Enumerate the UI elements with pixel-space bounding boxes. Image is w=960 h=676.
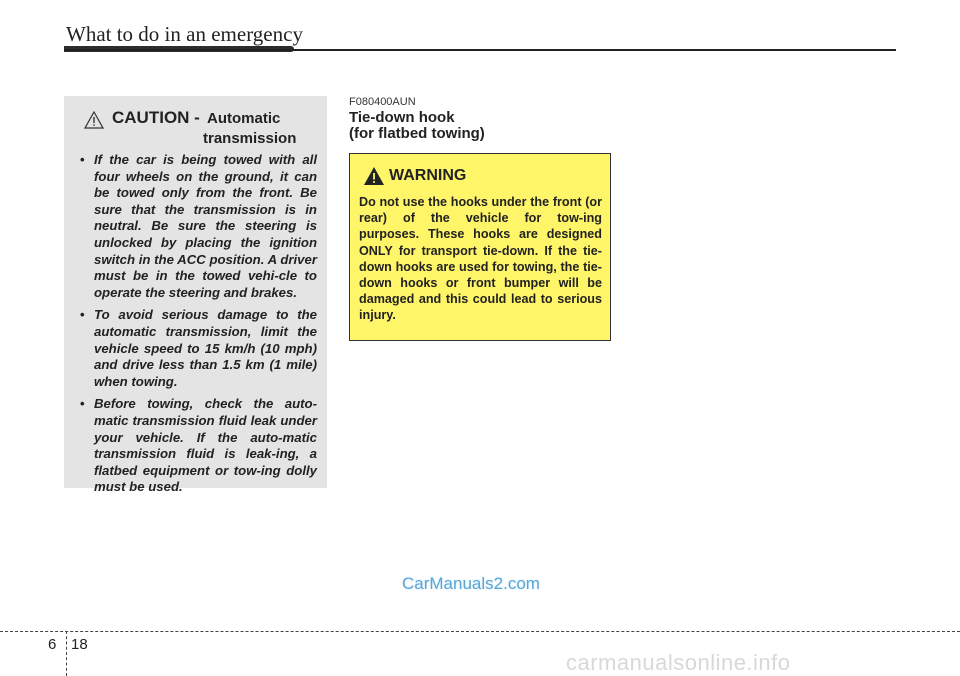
section-code: F080400AUN — [349, 96, 416, 108]
footer-divider — [66, 631, 67, 676]
footer-dashed-rule — [0, 631, 960, 632]
caution-list — [74, 152, 317, 496]
section-title — [349, 110, 609, 142]
caution-item: • If the car is being towed with all four wheels on the ground, it can be towed only from the front. Be sure that the transmission is in neutral. Be sure the steering is unlocked by placing the ignition switch in the ACC position. A driver must be in the towed vehi-cle to operate the steering and brakes. — [74, 152, 317, 301]
caution-box — [64, 96, 327, 495]
caution-label: CAUTION - — [112, 108, 200, 127]
warning-box — [349, 153, 611, 341]
section-title-line1: Tie-down hook — [349, 109, 455, 126]
caution-triangle-icon — [84, 111, 104, 129]
warning-header — [359, 164, 602, 190]
caution-subject-line2: transmission — [203, 130, 297, 147]
caution-item: • Before towing, check the auto-matic transmission fluid leak under your vehicle. If the auto-matic transmission fluid is leak-ing, a flatbed equipment or tow-ing dolly must be used. — [74, 396, 317, 496]
watermark-link[interactable]: CarManuals2.com — [402, 574, 540, 593]
caution-subject — [203, 109, 337, 149]
warning-text: Do not use the hooks under the front (or rear) of the vehicle for tow-ing purposes. These hooks are designed ONLY for transport tie-down. If the tie-down hooks are used for towing, the tie-down hooks or front bumper will be damaged and this could lead to serious injury. — [359, 195, 602, 323]
caution-item: • To avoid serious damage to the automatic transmission, limit the vehicle speed to 15 km/h (10 mph) and drive less than 1.5 km (1 mile) when towing. — [74, 307, 317, 390]
header-rule — [64, 49, 896, 51]
page-number: 18 — [71, 636, 88, 653]
warning-label: WARNING — [389, 167, 467, 184]
caution-subject-line1: Automatic — [207, 110, 281, 127]
section-title-line2: (for flatbed towing) — [349, 125, 485, 142]
page-header-title: What to do in an emergency — [66, 22, 303, 46]
chapter-number: 6 — [48, 636, 57, 653]
warning-triangle-icon — [363, 166, 385, 186]
caution-header — [74, 106, 317, 146]
site-watermark: carmanualsonline.info — [566, 650, 791, 675]
